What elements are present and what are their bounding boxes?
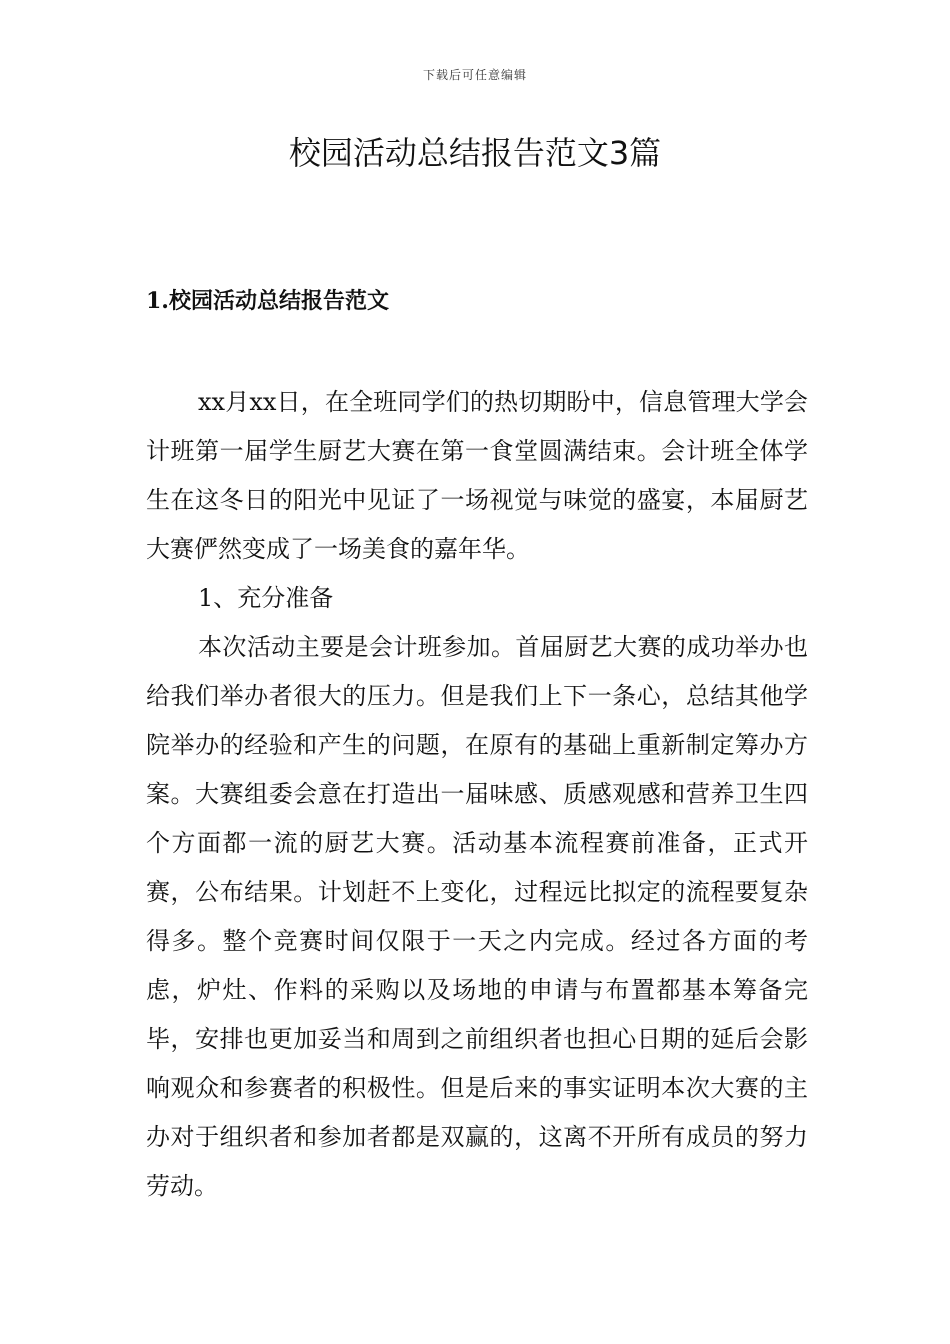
paragraph-intro: xx月xx日，在全班同学们的热切期盼中，信息管理大学会计班第一届学生厨艺大赛在第一食堂圆满结束。会计班全体学生在这冬日的阳光中见证了一场视觉与味觉的盛宴，本届厨艺大赛俨然变成了一场美食的嘉年华。: [146, 388, 808, 563]
paragraph-preparation: 本次活动主要是会计班参加。首届厨艺大赛的成功举办也给我们举办者很大的压力。但是我们上下一条心，总结其他学院举办的经验和产生的问题，在原有的基础上重新制定筹办方案。大赛组委会意在打造出一届味感、质感观感和营养卫生四个方面都一流的厨艺大赛。活动基本流程赛前准备，正式开赛，公布结果。计划赶不上变化，过程远比拟定的流程要复杂得多。整个竞赛时间仅限于一天之内完成。经过各方面的考虑，炉灶、作料的采购以及场地的申请与布置都基本筹备完毕，安排也更加妥当和周到之前组织者也担心日期的延后会影响观众和参赛者的积极性。但是后来的事实证明本次大赛的主办对于组织者和参加者都是双赢的，这离不开所有成员的努力劳动。: [146, 633, 808, 1200]
section-heading: 1.校园活动总结报告范文: [146, 288, 389, 314]
document-title: 校园活动总结报告范文3篇: [288, 134, 662, 172]
subheading-preparation: 1、充分准备: [198, 584, 334, 612]
header-note: 下载后可任意编辑: [422, 68, 527, 82]
document-body: [146, 378, 808, 1211]
